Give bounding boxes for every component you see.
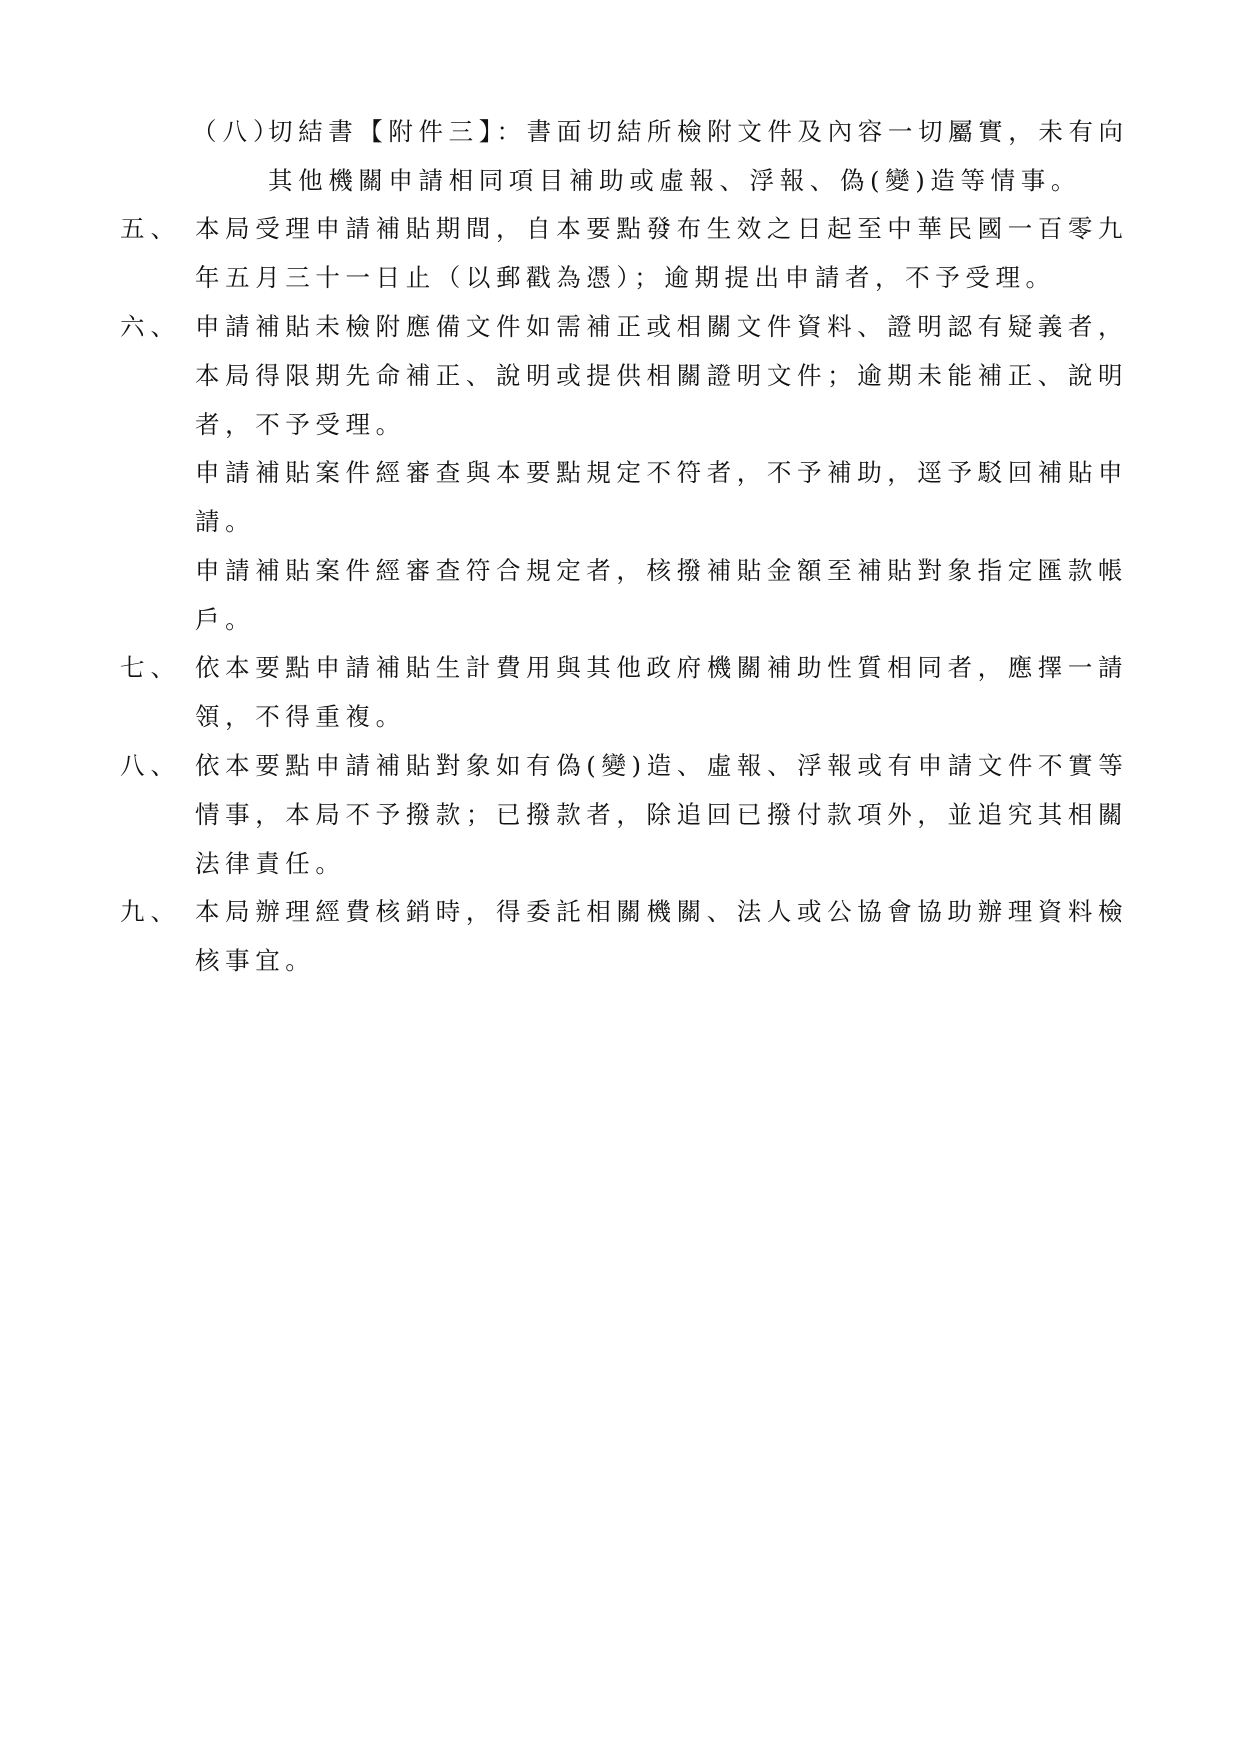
section-6-para1-line-3: 者，不予受理。 bbox=[195, 410, 406, 439]
section-9-line-1: 本局辦理經費核銷時，得委託相關機關、法人或公協會協助辦理資料檢 bbox=[195, 897, 1129, 926]
section-7-number: 七、 bbox=[120, 653, 181, 682]
section-6-number: 六、 bbox=[120, 312, 181, 341]
section-8-number: 八、 bbox=[120, 751, 181, 780]
section-9-line-2: 核事宜。 bbox=[195, 946, 316, 975]
section-6-para2-line-2: 請。 bbox=[195, 507, 256, 536]
section-6-para1-line-2: 本局得限期先命補正、說明或提供相關證明文件；逾期未能補正、說明 bbox=[195, 361, 1129, 390]
section-7-line-1: 依本要點申請補貼生計費用與其他政府機關補助性質相同者，應擇一請 bbox=[195, 653, 1129, 682]
section-7-line-2: 領，不得重複。 bbox=[195, 702, 406, 731]
section-8-line-3: 法律責任。 bbox=[195, 849, 346, 878]
section-8-line-1: 依本要點申請補貼對象如有偽(變)造、虛報、浮報或有申請文件不實等 bbox=[195, 751, 1129, 780]
sub-item-8-line-2: 其他機關申請相同項目補助或虛報、浮報、偽(變)造等情事。 bbox=[268, 166, 1081, 195]
sub-item-8-line-1: 切結書【附件三】：書面切結所檢附文件及內容一切屬實，未有向 bbox=[268, 117, 1129, 146]
section-8-line-2: 情事，本局不予撥款；已撥款者，除追回已撥付款項外，並追究其相關 bbox=[195, 800, 1129, 829]
section-5-line-2: 年五月三十一日止（以郵戳為憑）；逾期提出申請者，不予受理。 bbox=[195, 263, 1056, 292]
section-5-number: 五、 bbox=[120, 214, 181, 243]
sub-item-8-marker: （八） bbox=[192, 117, 284, 146]
section-6-para1-line-1: 申請補貼未檢附應備文件如需補正或相關文件資料、證明認有疑義者， bbox=[195, 312, 1129, 341]
section-5-line-1: 本局受理申請補貼期間，自本要點發布生效之日起至中華民國一百零九 bbox=[195, 214, 1129, 243]
section-6-para2-line-1: 申請補貼案件經審查與本要點規定不符者，不予補助，逕予駁回補貼申 bbox=[195, 458, 1129, 487]
section-9-number: 九、 bbox=[120, 897, 181, 926]
section-6-para3-line-1: 申請補貼案件經審查符合規定者，核撥補貼金額至補貼對象指定匯款帳 bbox=[195, 556, 1129, 585]
section-6-para3-line-2: 戶。 bbox=[195, 605, 256, 634]
